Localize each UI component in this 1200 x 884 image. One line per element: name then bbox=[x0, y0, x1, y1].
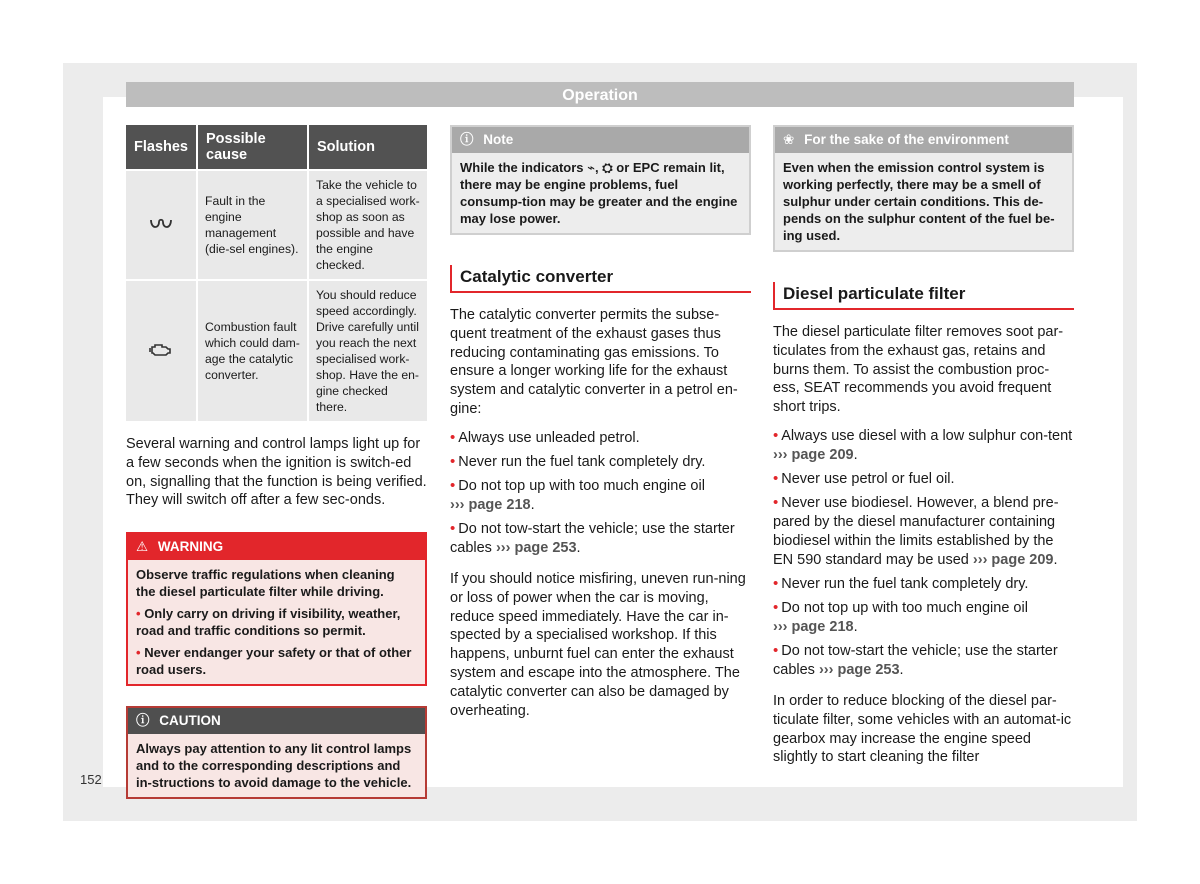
engine-check-icon bbox=[126, 280, 197, 421]
section-title-diesel: Diesel particulate filter bbox=[773, 282, 1074, 310]
table-cell-cause: Combustion fault which could dam-age the catalytic converter. bbox=[197, 280, 308, 421]
warning-box bbox=[126, 532, 427, 686]
table-header-flashes: Flashes bbox=[126, 125, 197, 170]
warning-triangle-icon: ⚠ bbox=[136, 539, 149, 555]
preheat-icon: ⌁, bbox=[587, 160, 599, 175]
engine-icon: ⛭ bbox=[602, 160, 613, 175]
warning-item-text: Never endanger your safety or that of other road users. bbox=[136, 645, 412, 678]
intro-paragraph: Several warning and control lamps light up for a few seconds when the ignition is switch-ed on, signalling that the function is being verified. They will switch off after a few sec-onds. bbox=[126, 436, 427, 509]
table-header-cause: Possible cause bbox=[197, 125, 308, 170]
page-link[interactable]: ››› page 209 bbox=[972, 551, 1054, 568]
table-cell-solution: Take the vehicle to a specialised work-shop as soon as possible and have the engine checked. bbox=[308, 170, 427, 280]
table-cell-cause: Fault in the engine management (die-sel engines). bbox=[197, 170, 308, 280]
page-number: 152 bbox=[80, 772, 102, 787]
note-text-before: While the indicators bbox=[460, 160, 584, 175]
section-header: Operation bbox=[126, 82, 1074, 107]
bullet-text: Never use biodiesel. However, a blend pre-pared by the diesel manufacturer containing biodiesel within the limits established by the EN 590 standard may be used bbox=[773, 495, 1059, 568]
caution-circle-icon: ⓘ bbox=[136, 713, 150, 729]
flower-icon: ❀ bbox=[783, 132, 795, 147]
section-title-catalytic: Catalytic converter bbox=[450, 265, 751, 293]
caution-body: Always pay attention to any lit control lamps and to the corresponding descriptions and in-structions to avoid damage to the vehicle. bbox=[128, 734, 425, 797]
info-icon: ⓘ bbox=[460, 132, 474, 147]
note-body bbox=[452, 153, 749, 233]
list-item: • Never run the fuel tank completely dry. bbox=[773, 575, 1029, 593]
note-box bbox=[450, 125, 751, 235]
list-item: • Do not tow-start the vehicle; use the starter cables ››› page 253. bbox=[773, 642, 1058, 679]
catalytic-intro: The catalytic converter permits the subse-quent treatment of the exhaust gases thus reducing contaminating gas emissions. To ensure a longer working life for the exhaust system and catalytic converter in a petrol en-gine: bbox=[450, 307, 738, 417]
table-cell-solution: You should reduce speed accordingly. Drive carefully until you reach the next specialised work-shop. Have the en-gine checked there. bbox=[308, 280, 427, 421]
list-item: • Do not tow-start the vehicle; use the starter cables ››› page 253. bbox=[450, 520, 735, 557]
bullet-text: Do not tow-start the vehicle; use the starter cables bbox=[773, 643, 1058, 679]
note-title: Note bbox=[483, 132, 514, 147]
warning-text: Observe traffic regulations when cleaning the diesel particulate filter while driving. bbox=[136, 567, 395, 600]
list-item: • Only carry on driving if visibility, weather, road and traffic conditions so permit. bbox=[136, 606, 401, 639]
bullet-text: Always use unleaded petrol. bbox=[458, 429, 640, 446]
list-item: • Never use biodiesel. However, a blend pre-pared by the diesel manufacturer containing biodiesel within the limits established by the EN 590 standard may be used ››› page 209. bbox=[773, 494, 1059, 568]
table-row bbox=[126, 170, 427, 280]
glow-plug-icon bbox=[126, 170, 197, 280]
bullet-text: Do not top up with too much engine oil bbox=[781, 600, 1028, 617]
page-link[interactable]: ››› page 218 bbox=[773, 619, 854, 636]
column-right bbox=[773, 125, 1074, 767]
page-link[interactable]: ››› page 253 bbox=[818, 662, 900, 679]
list-item: • Do not top up with too much engine oil ››› page 218. bbox=[773, 599, 1028, 636]
list-item: • Never endanger your safety or that of other road users. bbox=[136, 645, 412, 678]
environment-box bbox=[773, 125, 1074, 252]
warning-title: WARNING bbox=[157, 539, 224, 555]
caution-header bbox=[128, 708, 425, 734]
bullet-text: Always use diesel with a low sulphur con-tent bbox=[781, 427, 1073, 444]
list-item: • Do not top up with too much engine oil ››› page 218. bbox=[450, 477, 705, 514]
list-item: • Never use petrol or fuel oil. bbox=[773, 470, 955, 488]
column-left bbox=[126, 125, 427, 799]
page-link[interactable]: ››› page 218 bbox=[450, 497, 531, 514]
table-header-solution: Solution bbox=[308, 125, 427, 170]
warning-lamp-table bbox=[126, 125, 427, 421]
environment-header bbox=[775, 127, 1072, 153]
page-link[interactable]: ››› page 253 bbox=[495, 540, 577, 557]
bullet-text: Never run the fuel tank completely dry. bbox=[781, 576, 1029, 593]
column-middle bbox=[450, 125, 751, 720]
page-link[interactable]: ››› page 209 bbox=[773, 446, 854, 463]
bullet-text: Do not tow-start the vehicle; use the starter cables bbox=[450, 521, 735, 557]
warning-body bbox=[128, 560, 425, 684]
note-header bbox=[452, 127, 749, 153]
catalytic-outro: If you should notice misfiring, uneven run-ning or loss of power when the car is moving, reduce speed immediately. Have the car in-spected by a specialised workshop. If this happens, unburnt fuel can enter the exhaust system and escape into the atmosphere. The catalytic converter can also be damaged by overheating. bbox=[450, 571, 746, 719]
warning-header bbox=[128, 534, 425, 560]
diesel-intro: The diesel particulate filter removes soot par-ticulates from the exhaust gas, retains and burns them. To assist the combustion proc-ess, SEAT recommends you avoid frequent short trips. bbox=[773, 324, 1064, 416]
list-item: • Never run the fuel tank completely dry. bbox=[450, 453, 706, 471]
caution-title: CAUTION bbox=[159, 713, 221, 729]
table-row bbox=[126, 280, 427, 421]
environment-body: Even when the emission control system is working perfectly, there may be a smell of sulphur under certain conditions. This de-pends on the sulphur content of the fuel be-ing used. bbox=[775, 153, 1072, 250]
caution-box bbox=[126, 706, 427, 799]
bullet-text: Never use petrol or fuel oil. bbox=[781, 471, 955, 488]
catalytic-bullet-list bbox=[450, 429, 751, 558]
diesel-outro: In order to reduce blocking of the diesel par-ticulate filter, some vehicles with an automat-ic gearbox may increase the engine speed slightly to start cleaning the filter bbox=[773, 693, 1072, 766]
diesel-bullet-list bbox=[773, 427, 1074, 680]
warning-item-text: Only carry on driving if visibility, weather, road and traffic conditions so permit. bbox=[136, 606, 401, 639]
list-item: • Always use diesel with a low sulphur con-tent ››› page 209. bbox=[773, 426, 1073, 463]
environment-title: For the sake of the environment bbox=[804, 132, 1009, 147]
note-text-after: or EPC remain lit, there may be engine problems, fuel consump-tion may be greater and the engine may lose power. bbox=[460, 160, 738, 226]
bullet-text: Never run the fuel tank completely dry. bbox=[458, 454, 706, 471]
bullet-text: Do not top up with too much engine oil bbox=[458, 478, 705, 495]
list-item: • Always use unleaded petrol. bbox=[450, 428, 640, 446]
